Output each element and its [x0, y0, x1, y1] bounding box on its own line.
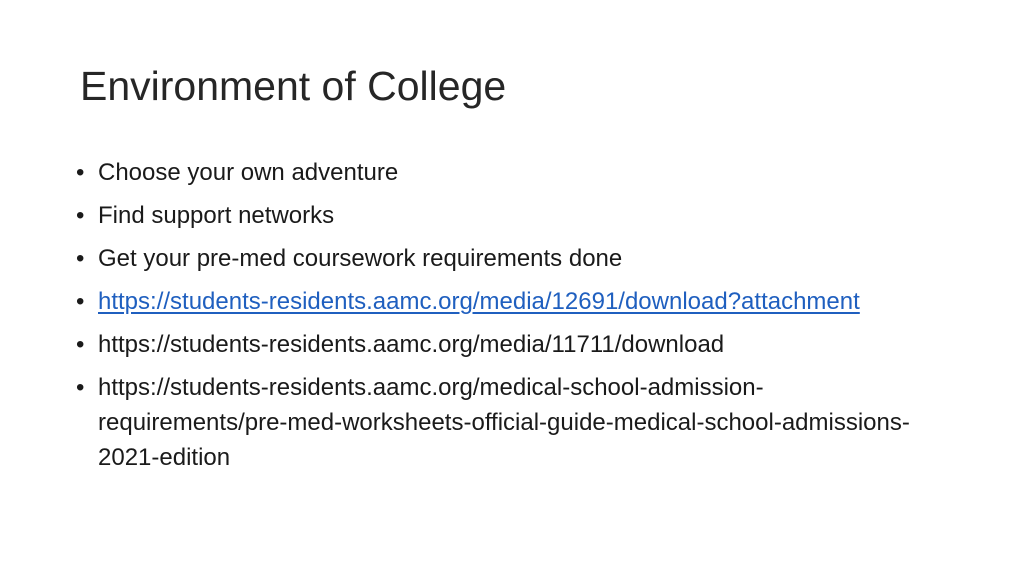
- bullet-item-support: [76, 198, 916, 233]
- aamc-12691-download-link[interactable]: https://students-residents.aamc.org/media/12691/download?attachment: [98, 288, 860, 315]
- bullet-dot-icon: •: [76, 159, 85, 186]
- bullet-item-url-11711: [76, 327, 916, 362]
- bullet-dot-icon: •: [76, 331, 85, 358]
- bullet-text: Get your pre-med coursework requirements done: [98, 245, 623, 272]
- bullet-text: https://students-residents.aamc.org/media/11711/download: [98, 331, 725, 358]
- bullet-item-adventure: [76, 155, 916, 190]
- bullet-dot-icon: •: [76, 288, 85, 315]
- bullet-item-url-worksheets: [76, 370, 916, 475]
- bullet-dot-icon: •: [76, 245, 85, 272]
- bullet-list: [76, 155, 916, 483]
- slide-title: Environment of College: [80, 63, 507, 109]
- bullet-dot-icon: •: [76, 374, 85, 401]
- bullet-text: https://students-residents.aamc.org/medical-school-admission-requirements/pre-med-worksheets-official-guide-medical-school-admissions-2021-edition: [98, 374, 910, 471]
- bullet-text: Choose your own adventure: [98, 159, 399, 186]
- bullet-dot-icon: •: [76, 202, 85, 229]
- bullet-text: Find support networks: [98, 202, 335, 229]
- bullet-item-link-12691: [76, 284, 916, 319]
- bullet-item-coursework: [76, 241, 916, 276]
- bullet-text-wrapper: [98, 284, 916, 319]
